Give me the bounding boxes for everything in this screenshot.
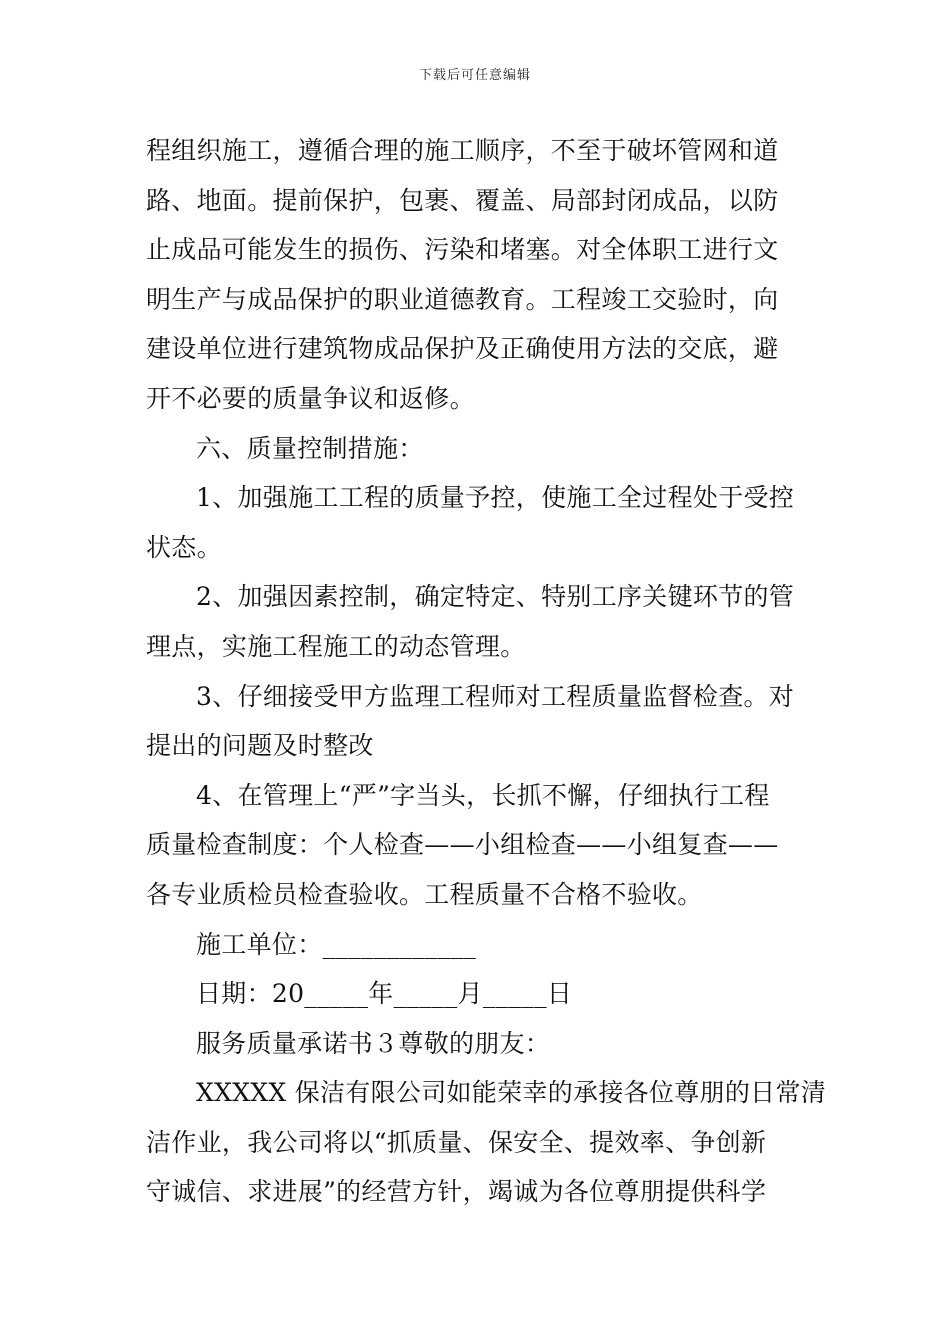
- text-line: 程组织施工，遵循合理的施工顺序，不至于破坏管网和道: [146, 136, 779, 165]
- text-line: 提出的问题及时整改: [146, 731, 374, 761]
- list-item: 2、加强因素控制，确定特定、特别工序关键环节的管: [196, 582, 795, 612]
- signature-unit-line: 施工单位：____________: [196, 929, 477, 959]
- list-item: 3、仔细接受甲方监理工程师对工程质量监督检查。对: [196, 681, 795, 711]
- text-line: 路、地面。提前保护，包裹、覆盖、局部封闭成品，以防: [146, 185, 779, 215]
- text-line: 质量检查制度：个人检查——小组检查——小组复查——: [146, 830, 779, 860]
- text-line: 理点，实施工程施工的动态管理。: [146, 631, 526, 661]
- text-line: XXXXX 保洁有限公司如能荣幸的承接各位尊朋的日常清: [196, 1078, 827, 1108]
- text-line: 守诚信、求进展”的经营方针，竭诚为各位尊朋提供科学: [146, 1177, 767, 1207]
- signature-date-line: 日期：20_____年_____月_____日: [196, 979, 573, 1009]
- text-line: 明生产与成品保护的职业道德教育。工程竣工交验时，向: [146, 284, 779, 314]
- page-header: 下载后可任意编辑: [418, 68, 531, 83]
- text-line: 建设单位进行建筑物成品保护及正确使用方法的交底，避: [146, 334, 779, 364]
- text-line: 止成品可能发生的损伤、污染和堵塞。对全体职工进行文: [146, 235, 779, 265]
- document-body: [146, 126, 827, 1217]
- letter-title: 服务质量承诺书３尊敬的朋友：: [196, 1028, 551, 1058]
- section-heading: 六、质量控制措施：: [196, 433, 424, 463]
- text-line: 各专业质检员检查验收。工程质量不合格不验收。: [146, 879, 703, 909]
- text-line: 开不必要的质量争议和返修。: [146, 383, 475, 413]
- list-item: 4、在管理上“严”字当头，长抓不懈，仔细执行工程: [196, 780, 770, 810]
- list-item: 1、加强施工工程的质量予控，使施工全过程处于受控: [196, 483, 795, 513]
- text-line: 洁作业，我公司将以“抓质量、保安全、提效率、争创新: [146, 1127, 767, 1157]
- text-line: 状态。: [146, 532, 222, 562]
